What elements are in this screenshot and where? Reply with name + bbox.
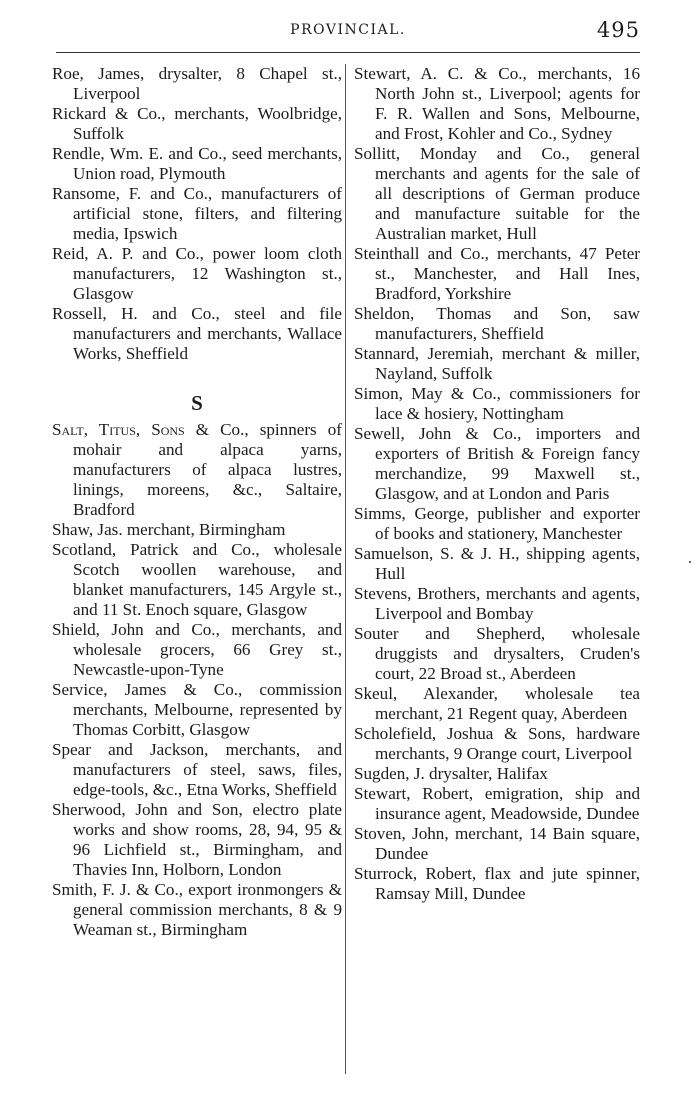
left-column	[52, 64, 342, 940]
directory-entry: Sollitt, Monday and Co., general merchants and agents for the sale of all descriptions of German produce and manufacture suitable for the Australian market, Hull	[354, 144, 640, 243]
directory-entry: Spear and Jackson, merchants, and manufacturers of steel, saws, files, edge-tools, &c., Etna Works, Sheffield	[52, 740, 342, 799]
directory-entry: Scotland, Patrick and Co., wholesale Scotch woollen warehouse, and blanket manufacturers, 145 Argyle st., and 11 St. Enoch square, Glasgow	[52, 540, 342, 619]
page-header	[56, 20, 640, 44]
directory-entry: Simms, George, publisher and exporter of books and stationery, Manchester	[354, 504, 640, 543]
directory-entry: Sugden, J. drysalter, Halifax	[354, 764, 548, 783]
section-letter-heading: S	[191, 391, 203, 415]
directory-entry: Skeul, Alexander, wholesale tea merchant, 21 Regent quay, Aberdeen	[354, 684, 640, 723]
entry-lead-small-caps: Salt, Titus, Sons	[52, 420, 185, 439]
header-rule	[56, 52, 640, 53]
right-column	[354, 64, 640, 904]
directory-entry: Simon, May & Co., commissioners for lace & hosiery, Nottingham	[354, 384, 640, 423]
directory-entry: Souter and Shepherd, wholesale druggists and drysalters, Cruden's court, 22 Broad st., Aberdeen	[354, 624, 640, 683]
ink-speck	[689, 561, 691, 563]
directory-entry: Roe, James, drysalter, 8 Chapel st., Liverpool	[52, 64, 342, 103]
entry-rest: & Co., spinners of mohair and alpaca yarns, manufacturers of alpaca lustres, linings, moreens, &c., Saltaire, Bradford	[73, 420, 342, 519]
directory-entry: Stewart, Robert, emigration, ship and insurance agent, Meadowside, Dundee	[354, 784, 640, 823]
directory-entry: Rickard & Co., merchants, Woolbridge, Suffolk	[52, 104, 342, 143]
page-number: 495	[596, 18, 640, 42]
directory-entry: Rendle, Wm. E. and Co., seed merchants, Union road, Plymouth	[52, 144, 342, 183]
running-title: PROVINCIAL.	[290, 22, 406, 38]
directory-entry: Shaw, Jas. merchant, Birmingham	[52, 520, 286, 539]
directory-entry: Sherwood, John and Son, electro plate works and show rooms, 28, 94, 95 & 96 Lichfield st., Birmingham, and Thavies Inn, Holborn, London	[52, 800, 342, 879]
directory-entry: Steinthall and Co., merchants, 47 Peter st., Manchester, and Hall Ines, Bradford, Yorkshire	[354, 244, 640, 303]
directory-entry: Samuelson, S. & J. H., shipping agents, Hull	[354, 544, 640, 583]
directory-entry: Rossell, H. and Co., steel and file manufacturers and merchants, Wallace Works, Sheffield	[52, 304, 342, 363]
directory-entry: Stannard, Jeremiah, merchant & miller, Nayland, Suffolk	[354, 344, 640, 383]
directory-entry: Sheldon, Thomas and Son, saw manufacturers, Sheffield	[354, 304, 640, 343]
directory-entry: Reid, A. P. and Co., power loom cloth manufacturers, 12 Washington st., Glasgow	[52, 244, 342, 303]
directory-entry: Sewell, John & Co., importers and exporters of British & Foreign fancy merchandize, 99 Maxwell st., Glasgow, and at London and Paris	[354, 424, 640, 503]
directory-entry	[52, 420, 342, 520]
directory-entry: Smith, F. J. & Co., export ironmongers & general commission merchants, 8 & 9 Weaman st., Birmingham	[52, 880, 342, 939]
directory-entry: Stewart, A. C. & Co., merchants, 16 North John st., Liverpool; agents for F. R. Wallen and Sons, Melbourne, and Frost, Kohler and Co., Sydney	[354, 64, 640, 143]
directory-entry: Scholefield, Joshua & Sons, hardware merchants, 9 Orange court, Liverpool	[354, 724, 640, 763]
directory-entry: Sturrock, Robert, flax and jute spinner, Ramsay Mill, Dundee	[354, 864, 640, 903]
directory-entry: Shield, John and Co., merchants, and wholesale grocers, 66 Grey st., Newcastle-upon-Tyne	[52, 620, 342, 679]
directory-entry: Stevens, Brothers, merchants and agents, Liverpool and Bombay	[354, 584, 640, 623]
column-divider	[345, 64, 346, 1074]
directory-entry: Ransome, F. and Co., manufacturers of artificial stone, filters, and filtering media, Ipswich	[52, 184, 342, 243]
directory-entry: Service, James & Co., commission merchants, Melbourne, represented by Thomas Corbitt, Glasgow	[52, 680, 342, 739]
directory-entry: Stoven, John, merchant, 14 Bain square, Dundee	[354, 824, 640, 863]
